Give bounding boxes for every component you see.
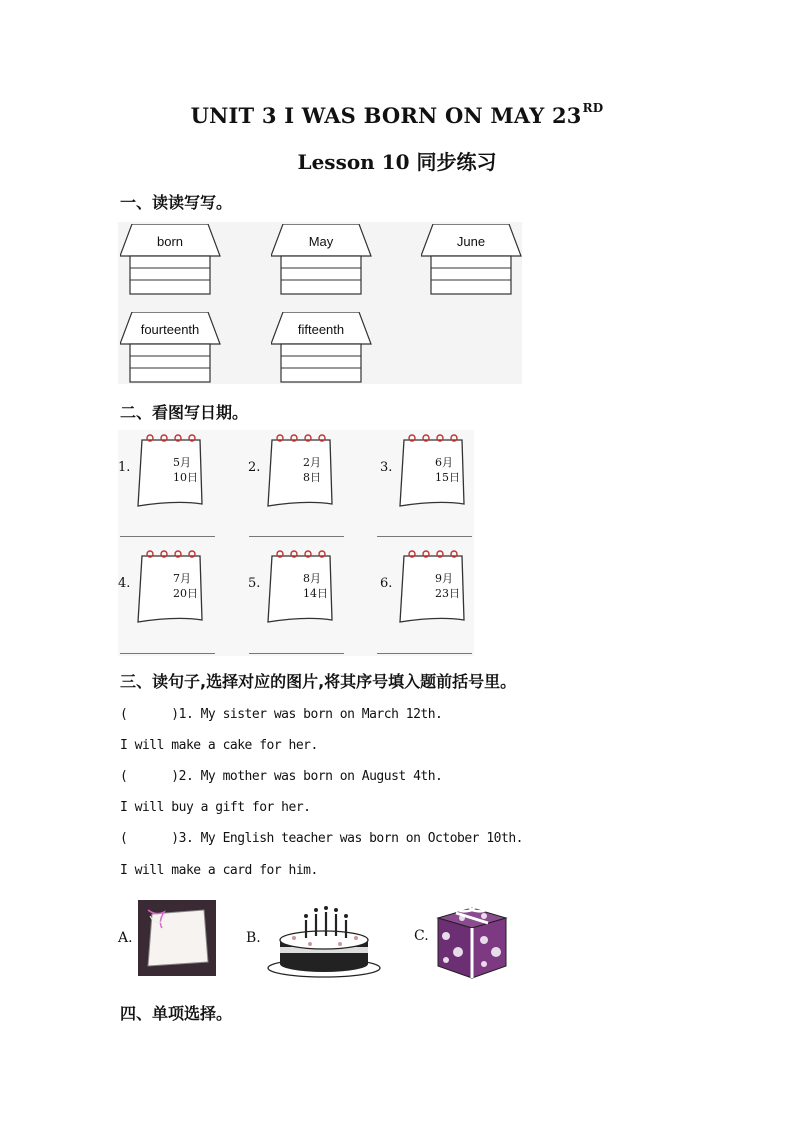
calendar-3: [380, 432, 488, 512]
calendar-month: 2月: [303, 456, 321, 469]
gift-box-icon: [432, 896, 512, 980]
word-house-4: [120, 312, 224, 384]
calendar-day: 15日: [435, 471, 460, 484]
section-2-heading: 二、看图写日期。: [120, 403, 249, 422]
item-number: 3.: [380, 460, 393, 475]
question-3-followup: I will make a card for him.: [120, 863, 318, 878]
calendar-2: [248, 432, 356, 512]
calendar-day: 20日: [173, 587, 198, 600]
card-icon: [138, 900, 218, 978]
calendar-day: 10日: [173, 471, 198, 484]
answer-line: [120, 653, 215, 654]
answer-line: [120, 536, 215, 537]
picture-b-label: B.: [246, 930, 261, 946]
calendar-5: [248, 548, 356, 628]
calendar-month: 6月: [435, 456, 453, 469]
answer-line: [377, 653, 472, 654]
calendar-month: 8月: [303, 572, 321, 585]
section-1-heading: 一、读读写写。: [120, 193, 233, 212]
calendar-date: [173, 571, 198, 601]
calendar-date: [435, 455, 460, 485]
house-word: fourteenth: [140, 322, 200, 337]
item-number: 1.: [118, 460, 131, 475]
calendar-pad-icon: [266, 432, 336, 510]
house-word: May: [308, 234, 334, 249]
page-subtitle: Lesson 10 同步练习: [297, 150, 497, 174]
question-3: ( )3. My English teacher was born on October 10th.: [120, 831, 523, 846]
calendar-4: [118, 548, 226, 628]
item-number: 5.: [248, 576, 261, 591]
question-2: ( )2. My mother was born on August 4th.: [120, 769, 443, 784]
calendar-month: 9月: [435, 572, 453, 585]
page-title: [0, 103, 794, 128]
answer-line: [377, 536, 472, 537]
word-house-1: [120, 224, 224, 296]
calendar-day: 8日: [303, 471, 321, 484]
calendar-date: [303, 571, 328, 601]
question-2-followup: I will buy a gift for her.: [120, 800, 311, 815]
house-word: June: [456, 234, 486, 249]
calendar-date: [173, 455, 198, 485]
word-house-2: [271, 224, 375, 296]
picture-a: [118, 898, 218, 980]
word-house-3: [421, 224, 525, 296]
section-3-heading: 三、读句子,选择对应的图片,将其序号填入题前括号里。: [120, 672, 517, 691]
question-1: ( )1. My sister was born on March 12th.: [120, 707, 443, 722]
calendar-day: 23日: [435, 587, 460, 600]
calendar-date: [303, 455, 321, 485]
answer-line: [249, 536, 344, 537]
word-house-5: [271, 312, 375, 384]
section-4-heading: 四、单项选择。: [120, 1004, 233, 1023]
item-number: 4.: [118, 576, 131, 591]
calendar-day: 14日: [303, 587, 328, 600]
calendar-6: [380, 548, 488, 628]
house-word: born: [156, 234, 184, 249]
birthday-cake-icon: [264, 900, 382, 980]
title-superscript: RD: [582, 101, 604, 115]
picture-c-label: C.: [414, 928, 429, 944]
item-number: 2.: [248, 460, 261, 475]
picture-c: [414, 896, 514, 982]
title-text: UNIT 3 I WAS BORN ON MAY 23: [190, 103, 582, 128]
picture-a-label: A.: [118, 930, 133, 946]
calendar-month: 5月: [173, 456, 191, 469]
calendar-1: [118, 432, 226, 512]
calendar-month: 7月: [173, 572, 191, 585]
picture-b: [246, 898, 386, 980]
item-number: 6.: [380, 576, 393, 591]
question-1-followup: I will make a cake for her.: [120, 738, 318, 753]
calendar-date: [435, 571, 460, 601]
answer-line: [249, 653, 344, 654]
house-word: fifteenth: [297, 322, 345, 337]
